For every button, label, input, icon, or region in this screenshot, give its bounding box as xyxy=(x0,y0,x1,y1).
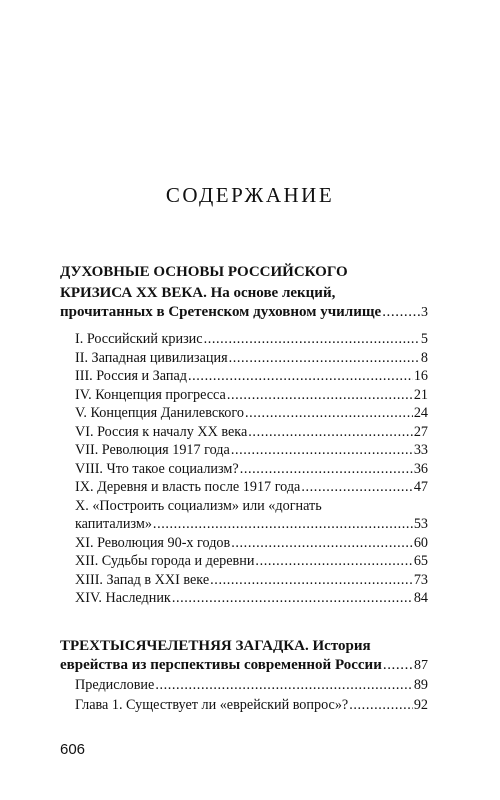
dot-leader xyxy=(227,386,413,405)
toc-entry-title: капитализм» xyxy=(75,516,152,532)
dot-leader xyxy=(240,460,413,479)
toc-entry[interactable] xyxy=(75,423,428,442)
page-number: 65 xyxy=(413,553,428,569)
toc-entry[interactable] xyxy=(75,675,428,695)
toc-entry-title: II. Западная цивилизация xyxy=(75,349,228,366)
toc-entry-title: Глава 1. Существует ли «еврейский вопрос»? xyxy=(75,697,349,713)
toc-entry[interactable] xyxy=(75,330,428,349)
page-number: 16 xyxy=(413,368,428,384)
dot-leader xyxy=(172,589,413,608)
page-number: 3 xyxy=(421,305,428,320)
page-number: 47 xyxy=(413,479,428,495)
toc-entry-title: IV. Концепция прогресса xyxy=(75,386,226,403)
toc-entry[interactable] xyxy=(75,589,428,608)
page-number: 60 xyxy=(413,534,428,551)
toc-entry-title: IX. Деревня и власть после 1917 года xyxy=(75,479,301,495)
page-number: 21 xyxy=(413,386,428,403)
toc-entry-title: I. Российский кризис xyxy=(75,331,203,347)
section-heading-line: ДУХОВНЫЕ ОСНОВЫ РОССИЙСКОГО xyxy=(60,264,348,280)
page-number: 8 xyxy=(420,349,428,366)
page-number: 87 xyxy=(414,658,428,673)
toc-entries xyxy=(60,330,428,608)
page-folio-number: 606 xyxy=(60,741,86,758)
toc-entry-title: Предисловие xyxy=(75,677,155,693)
section-heading-line: КРИЗИСА ХХ ВЕКА. На основе лекций, xyxy=(60,285,336,301)
page-number: 5 xyxy=(420,331,428,347)
page-number: 53 xyxy=(413,516,428,532)
dot-leader xyxy=(382,304,420,321)
dot-leader xyxy=(153,515,413,534)
page-number: 92 xyxy=(413,697,428,713)
toc-entry[interactable] xyxy=(75,460,428,479)
section-heading-line: прочитанных в Сретенском духовном училище xyxy=(60,304,382,320)
section-heading-line: ТРЕХТЫСЯЧЕЛЕТНЯЯ ЗАГАДКА. История xyxy=(60,638,371,654)
toc-entry[interactable] xyxy=(75,367,428,386)
section-heading-line: еврейства из перспективы современной России xyxy=(60,657,382,673)
toc-entry[interactable] xyxy=(75,552,428,571)
dot-leader xyxy=(210,571,413,590)
page-number: 33 xyxy=(413,442,428,458)
toc-entry[interactable] xyxy=(75,515,428,534)
section-heading-entry[interactable] xyxy=(60,657,428,674)
dot-leader xyxy=(231,534,413,553)
toc-entry[interactable] xyxy=(75,695,428,715)
page-number: 36 xyxy=(413,460,428,477)
toc-entry[interactable] xyxy=(75,349,428,368)
toc-entry-title: VII. Революция 1917 года xyxy=(75,442,230,458)
page-number: 24 xyxy=(413,405,428,421)
dot-leader xyxy=(383,657,413,674)
toc-section-2 xyxy=(60,636,428,715)
toc-entry-title: III. Россия и Запад xyxy=(75,368,187,384)
dot-leader xyxy=(188,367,413,386)
page-title: СОДЕРЖАНИЕ xyxy=(165,183,335,207)
dot-leader xyxy=(248,423,413,442)
page-number: 84 xyxy=(413,590,428,606)
toc-entry[interactable] xyxy=(75,571,428,590)
toc-entries xyxy=(60,675,428,715)
section-heading-entry[interactable] xyxy=(60,304,428,321)
toc-section-1 xyxy=(60,262,428,608)
toc-entry-title: XIII. Запад в XXI веке xyxy=(75,571,210,588)
toc-entry-title: VI. Россия к началу ХХ века xyxy=(75,423,248,440)
toc-entry-title-line[interactable]: X. «Построить социализм» или «догнать xyxy=(75,497,322,514)
page-number: 89 xyxy=(413,677,428,693)
dot-leader xyxy=(229,349,420,368)
dot-leader xyxy=(245,404,413,423)
page-number: 27 xyxy=(413,423,428,440)
toc-entry[interactable] xyxy=(75,386,428,405)
dot-leader xyxy=(301,478,412,497)
toc-entry-title: V. Концепция Данилевского xyxy=(75,405,244,421)
dot-leader xyxy=(349,695,413,715)
dot-leader xyxy=(204,330,420,349)
toc-entry[interactable] xyxy=(75,478,428,497)
toc-entry-title: VIII. Что такое социализм? xyxy=(75,460,239,477)
toc-entry[interactable] xyxy=(75,441,428,460)
page-number: 73 xyxy=(413,571,428,588)
toc-entry-title: XII. Судьбы города и деревни xyxy=(75,553,255,569)
dot-leader xyxy=(155,675,412,695)
dot-leader xyxy=(231,441,413,460)
toc-entry-title: XIV. Наследник xyxy=(75,590,171,606)
dot-leader xyxy=(255,552,412,571)
toc-entry[interactable] xyxy=(75,534,428,553)
toc-entry-title: XI. Революция 90-х годов xyxy=(75,534,231,551)
toc-entry[interactable] xyxy=(75,404,428,423)
